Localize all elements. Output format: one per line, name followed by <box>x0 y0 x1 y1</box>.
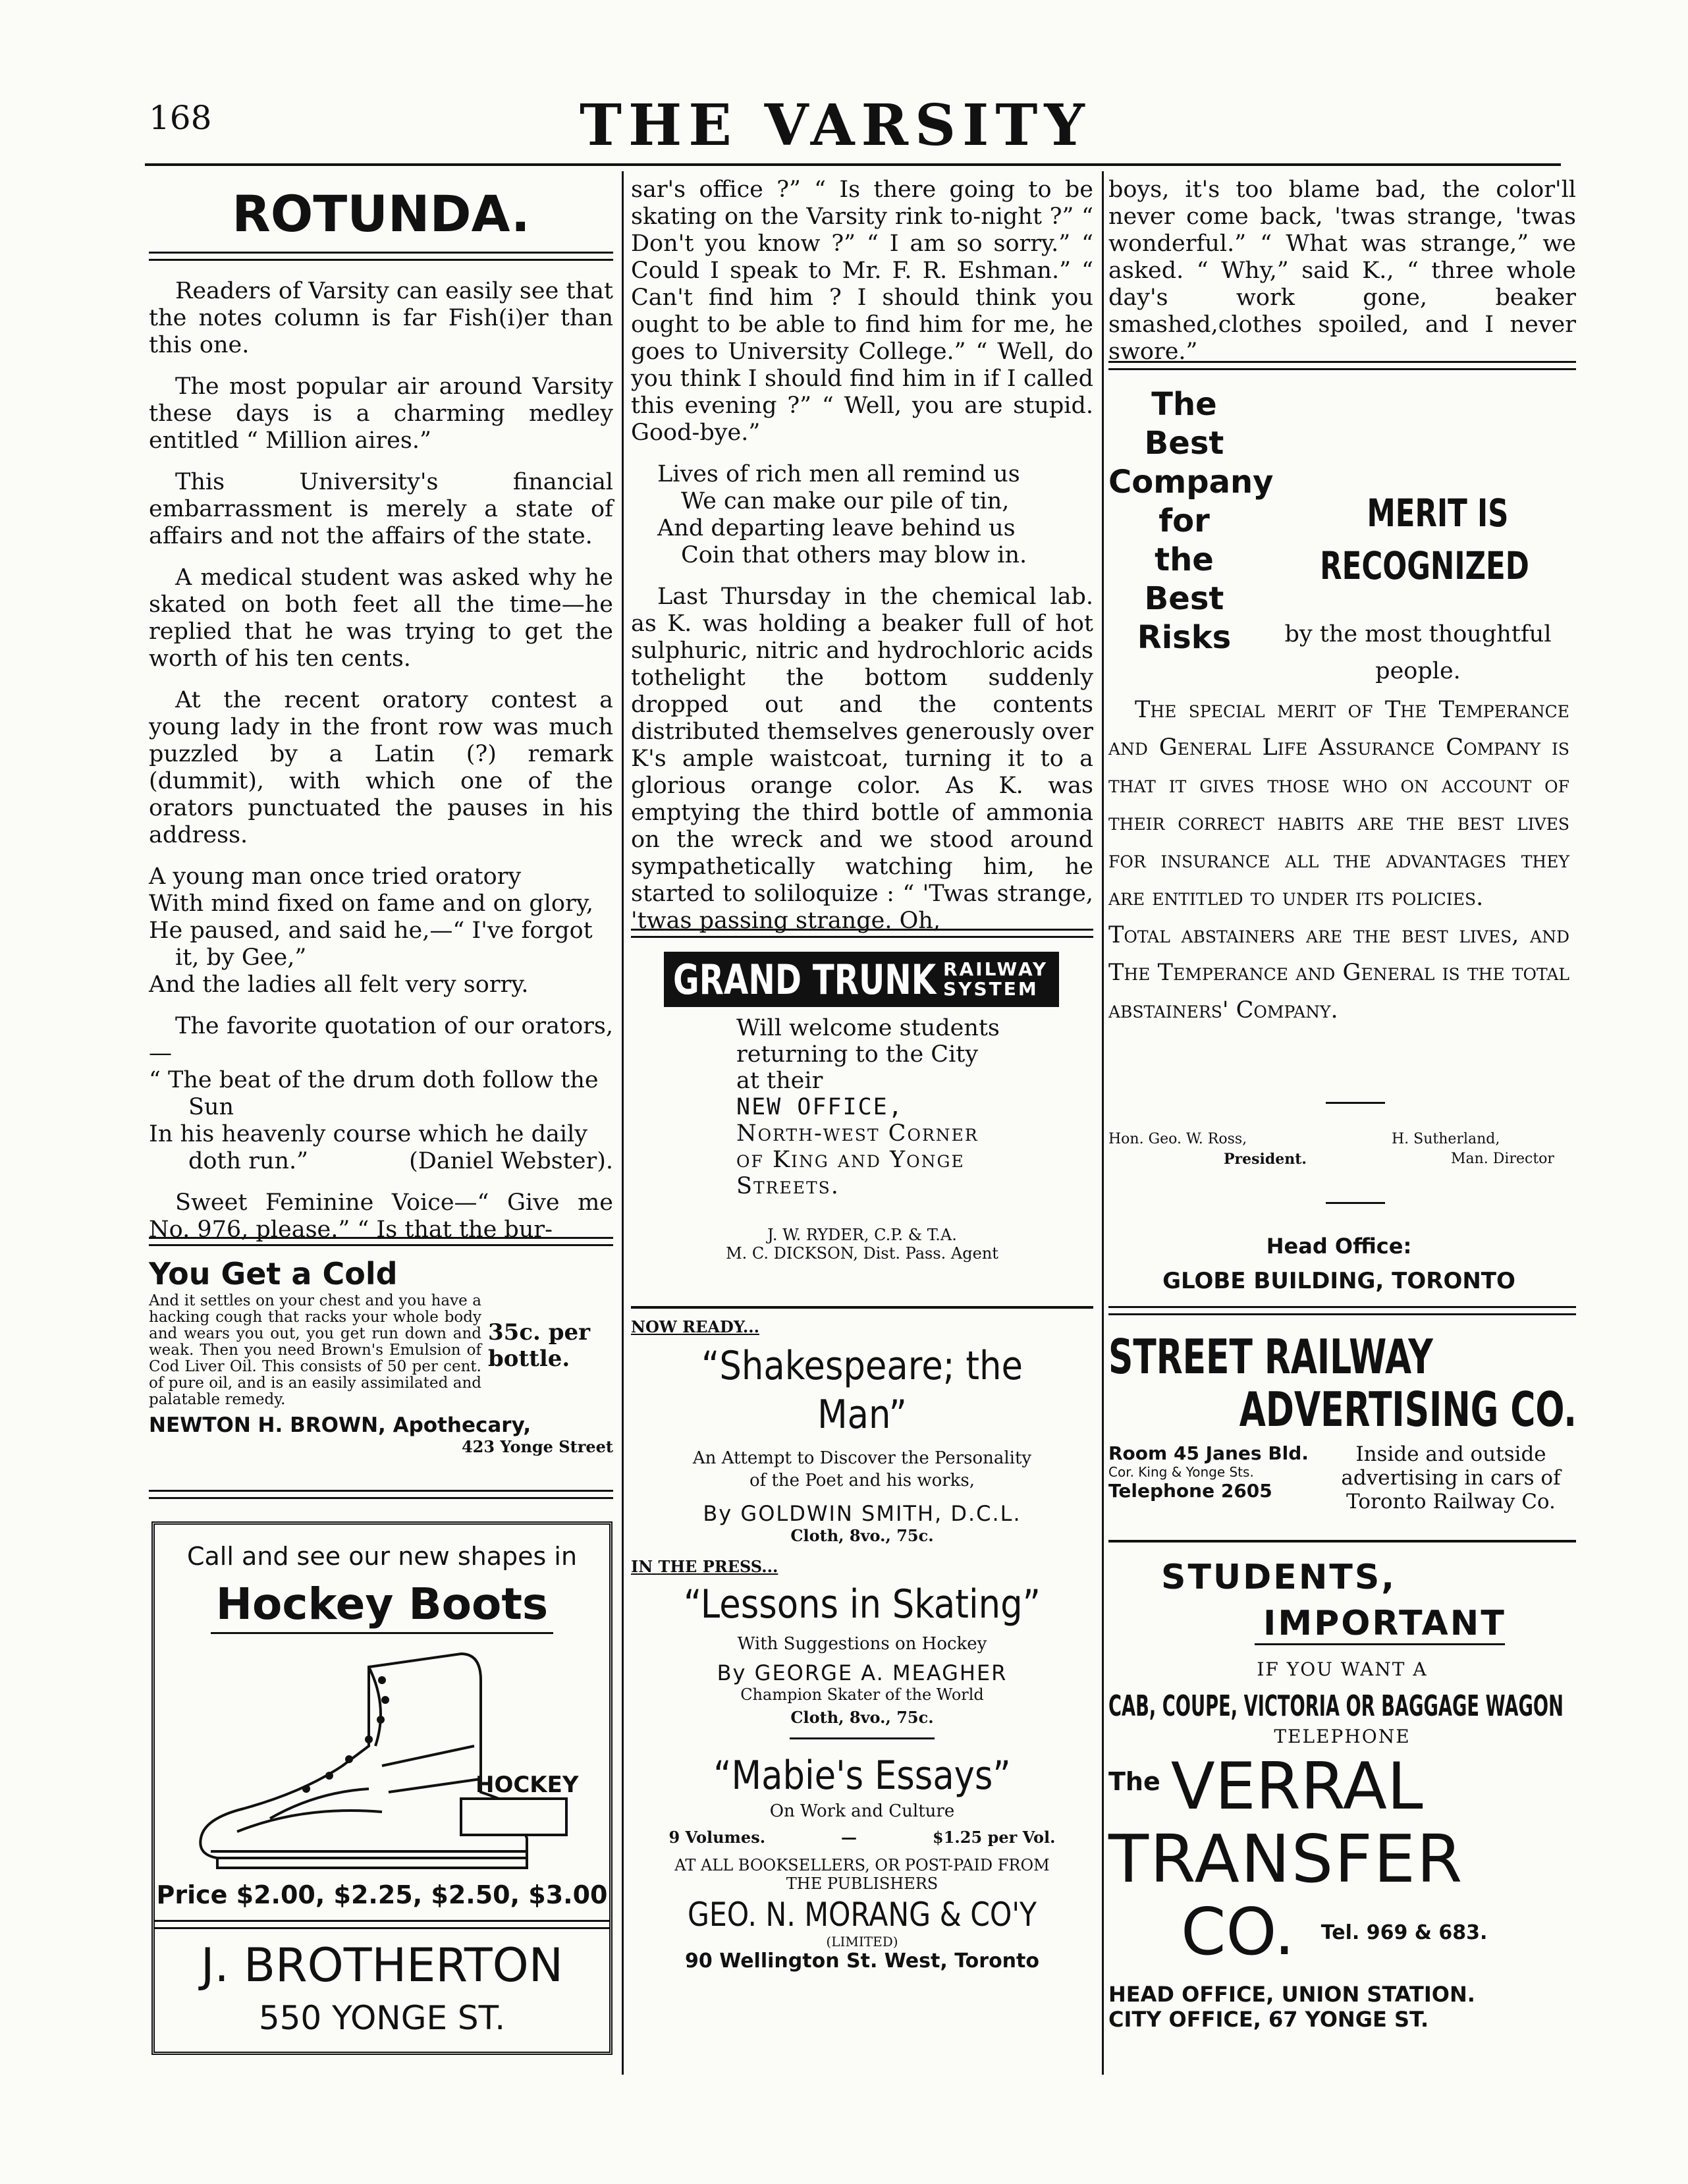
stack-word: Company <box>1108 464 1274 501</box>
book-author: By GOLDWIN SMITH, D.C.L. <box>703 1501 1021 1526</box>
book-price: Cloth, 8vo., 75c. <box>790 1526 934 1545</box>
column-paragraph: Last Thursday in the chemical lab. as K. was holding a beaker full of hot sulphuric, nitric and hydrochloric acids tothelight the bottom suddenly dropped out and the contents distributed themselves generously over K's ample waistcoat, turning it to a glorious orange color. As K. was emptying the third bottle of ammonia on the wreck and we stood around sympathetically watching him, he started to soliloquize : “ 'Twas strange, 'twas passing strange. Oh, <box>631 584 1093 934</box>
street-corner: Cor. King & Yonge Sts. <box>1108 1464 1254 1480</box>
double-rule <box>631 929 1093 938</box>
head-office-address: GLOBE BUILDING, TORONTO <box>1162 1268 1515 1294</box>
vehicle-list: CAB, COUPE, VICTORIA OR BAGGAGE WAGON <box>1108 1689 1564 1723</box>
co-name: CO. <box>1181 1895 1295 1970</box>
publisher-address: 90 Wellington St. West, Toronto <box>685 1950 1039 1973</box>
column-paragraph: boys, it's too blame bad, the color'll never come back, 'twas strange, 'twas wonderful.” “ What was strange,” we asked. “ Why,” said K., “ three whole day's work gone, beaker smashed,clothes spoiled, and I never swore.” <box>1108 177 1576 365</box>
rotunda-paragraph: A medical student was asked why he skated on both feet all the time—he replied that he was trying to get the worth of his ten cents. <box>149 564 613 672</box>
thoughtful-line: by the most thoughtful people. <box>1284 621 1552 684</box>
rotunda-paragraph: The most popular air around Varsity these days is a charming medley entitled “ Million aires.” <box>149 373 613 454</box>
merit-heading: MERIT IS <box>1367 491 1509 535</box>
book-author: By GEORGE A. MEAGHER <box>717 1660 1008 1685</box>
ad-merchant-name: J. BROTHERTON <box>200 1938 564 1992</box>
quotation-verse <box>149 1067 613 1175</box>
verse-line: We can make our pile of tin, <box>681 488 1010 514</box>
rotunda-continued <box>1108 177 1576 380</box>
temperance-body <box>1108 692 1569 1029</box>
book-volumes: 9 Volumes. <box>668 1828 766 1847</box>
sellers-line: AT ALL BOOKSELLERS, OR POST-PAID FROM <box>674 1856 1050 1874</box>
section-rule <box>1108 1540 1576 1542</box>
in-press-label: IN THE PRESS... <box>631 1557 778 1576</box>
verral-city-office: CITY OFFICE, 67 YONGE ST. <box>1108 2007 1429 2032</box>
section-rule <box>631 1306 1093 1309</box>
stack-word: The <box>1151 386 1217 423</box>
book-author-subtitle: Champion Skater of the World <box>740 1685 984 1704</box>
the-label: The <box>1108 1767 1160 1796</box>
merit-heading: RECOGNIZED <box>1320 543 1529 588</box>
logo-sub-line: RAILWAY <box>943 958 1048 980</box>
rotunda-paragraph: Readers of Varsity can easily see that the notes column is far Fish(i)er than this one. <box>149 278 613 358</box>
gtr-line: at their <box>736 1068 823 1094</box>
gtr-line: NEW OFFICE, <box>736 1094 904 1120</box>
rotunda-title: ROTUNDA. <box>232 184 530 243</box>
ad-grand-trunk <box>631 952 1093 1263</box>
verse-line: And departing leave behind us <box>657 515 1016 541</box>
stack-word: Best <box>1144 425 1224 462</box>
double-rule <box>1108 1306 1576 1315</box>
verse-line: it, by Gee,” <box>175 944 307 971</box>
book-volumes-row <box>631 1828 1093 1847</box>
gtr-agent: J. W. RYDER, C.P. & T.A. <box>767 1226 957 1244</box>
now-ready-label: NOW READY... <box>631 1317 759 1336</box>
transfer-name: TRANSFER <box>1108 1820 1464 1897</box>
column-divider <box>1102 171 1104 2075</box>
important-rule <box>1255 1643 1505 1645</box>
double-rule <box>149 252 613 261</box>
publisher-limited: (LIMITED) <box>826 1934 898 1950</box>
stack-word: Risks <box>1137 619 1232 656</box>
header-rule <box>145 163 1561 166</box>
masthead-title: THE VARSITY <box>580 92 1091 159</box>
ad-street-railway <box>1108 1330 1576 1514</box>
verse-line: Coin that others may blow in. <box>681 542 1027 568</box>
gtr-line: Streets. <box>736 1173 840 1199</box>
logo-sub <box>943 960 1048 999</box>
verse-text: doth run.” <box>188 1148 309 1174</box>
students-heading: STUDENTS, <box>1161 1558 1397 1597</box>
stack-word: the <box>1155 541 1214 578</box>
street-desc: Inside and outside advertising in cars of Toronto Railway Co. <box>1341 1442 1561 1514</box>
ad-browns-emulsion <box>149 1255 613 1456</box>
column-paragraph: sar's office ?” “ Is there going to be skating on the Varsity rink to-night ?” “ Don't you know ?” “ I am so sorry.” “ Could I speak to Mr. F. R. Eshman.” “ Can't find him ? I should think you ought to be able to find him for me, he goes to University College.” “ Well, do you think I should find him in if I called this evening ?” “ Well, you are stupid. Good-bye.” <box>631 177 1093 446</box>
verse-line <box>149 1148 613 1175</box>
rotunda-paragraph: At the recent oratory contest a young lady in the front row was much puzzled by a Latin (?) remark (dummit), with which one of the orators punctuated the pauses in his address. <box>149 687 613 848</box>
best-risks-stack <box>1108 385 1274 657</box>
ad-title: STREET RAILWAY <box>1108 1329 1433 1384</box>
gtr-body <box>736 1015 1093 1199</box>
verse-line: In his heavenly course which he daily <box>149 1121 588 1147</box>
rotunda-column <box>149 178 613 1258</box>
officer-name: Hon. Geo. W. Ross, <box>1108 1131 1247 1147</box>
double-rule <box>149 1490 613 1499</box>
officer-title: Man. Director <box>1451 1151 1554 1167</box>
ad-seller: NEWTON H. BROWN, Apothecary, <box>149 1413 531 1437</box>
double-rule <box>1108 361 1576 370</box>
verse-line: And the ladies all felt very sorry. <box>149 971 529 998</box>
book-price: Cloth, 8vo., 75c. <box>790 1708 934 1727</box>
book-title: “Mabie's Essays” <box>713 1753 1011 1799</box>
book-subtitle: On Work and Culture <box>769 1801 955 1821</box>
verral-line <box>1108 1751 1576 1822</box>
poem <box>657 461 1093 569</box>
rotunda-continued <box>631 177 1093 949</box>
logo-title: GRAND TRUNK <box>673 955 937 1004</box>
boot-label: HOCKEY <box>476 1772 579 1798</box>
limerick <box>149 863 613 998</box>
book-subtitle: With Suggestions on Hockey <box>737 1634 987 1654</box>
title-rule <box>211 1632 553 1634</box>
telephone-label: TELEPHONE <box>1274 1726 1411 1747</box>
ad-title: ADVERTISING CO. <box>1239 1382 1577 1437</box>
gtr-agent: M. C. DICKSON, Dist. Pass. Agent <box>726 1244 998 1263</box>
verse-line: Sun <box>188 1094 234 1120</box>
hockey-boot-illustration <box>171 1641 593 1878</box>
rotunda-paragraph: The favorite quotation of our orators,— <box>149 1013 613 1066</box>
book-title: “Shakespeare; the Man” <box>701 1343 1023 1438</box>
verse-line: Lives of rich men all remind us <box>657 461 1020 487</box>
ad-body: And it settles on your chest and you have a hacking cough that racks your whole body and wears you out, you get run down and weak. Then you need Brown's Emulsion of Cod Liver Oil. This consists of 50 per cent. of pure oil, and is an easily assimilated and palatable remedy. <box>149 1292 481 1408</box>
important-heading: IMPORTANT <box>1263 1604 1506 1643</box>
rotunda-paragraph: This University's financial embarrassment is merely a state of affairs and not the affairs of the state. <box>149 469 613 549</box>
sellers-line: THE PUBLISHERS <box>786 1874 939 1893</box>
publisher-name: GEO. N. MORANG & CO'Y <box>687 1896 1037 1934</box>
stack-word: Best <box>1144 580 1224 617</box>
verse-line: A young man once tried oratory <box>149 863 522 890</box>
double-rule <box>149 1237 613 1246</box>
ad-hockey-boots <box>151 1521 613 2055</box>
ad-verral-transfer <box>1108 1558 1576 2032</box>
short-rule <box>1326 1202 1385 1204</box>
verral-head-office: HEAD OFFICE, UNION STATION. <box>1108 1982 1475 2007</box>
street-telephone: Telephone 2605 <box>1108 1480 1272 1502</box>
verse-line: He paused, and said he,—“ I've forgot <box>149 917 593 944</box>
book-price: $1.25 per Vol. <box>933 1828 1056 1847</box>
verse-line: “ The beat of the drum doth follow the <box>149 1067 599 1093</box>
ad-body-row <box>149 1293 613 1408</box>
ad-books <box>631 1317 1093 1973</box>
verral-name: VERRAL <box>1170 1749 1423 1824</box>
book-dash: — <box>841 1828 858 1847</box>
temperance-paragraph: Total abstainers are the best lives, and The Temperance and General is the total abstainers' Company. <box>1108 922 1569 1024</box>
short-rule <box>1326 1102 1385 1104</box>
gtr-line: returning to the City <box>736 1041 979 1068</box>
temperance-paragraph: The special merit of The Temperance and General Life Assurance Company is that it gives those who on account of their correct habits are the best lives for insurance all the advantages they are entitled to under its policies. <box>1108 697 1569 911</box>
rotunda-paragraph: Sweet Feminine Voice—“ Give me No. 976, please.” “ Is that the bur- <box>149 1189 613 1243</box>
ad-prices: Price $2.00, $2.25, $2.50, $3.00 <box>156 1880 608 1909</box>
officer-title: President. <box>1224 1151 1307 1168</box>
book-subtitle: An Attempt to Discover the Personality <box>692 1448 1032 1468</box>
book-subtitle: of the Poet and his works, <box>749 1471 975 1490</box>
divider-rule <box>790 1737 935 1739</box>
page-number: 168 <box>149 99 212 137</box>
column-divider <box>622 171 624 2075</box>
ad-merchant-address: 550 YONGE ST. <box>258 1999 506 2037</box>
stack-word: for <box>1158 503 1210 539</box>
street-details <box>1108 1442 1576 1514</box>
co-line <box>1108 1896 1576 1969</box>
if-you-want: IF YOU WANT A <box>1257 1658 1428 1680</box>
gtr-line: Will welcome students <box>736 1015 1000 1041</box>
gtr-line: North-west Corner <box>736 1120 979 1147</box>
verral-telephone: Tel. 969 & 683. <box>1320 1921 1488 1944</box>
quote-attribution: (Daniel Webster). <box>409 1148 613 1174</box>
gtr-line: of King and Yonge <box>736 1147 965 1173</box>
ad-title: Hockey Boots <box>215 1579 549 1629</box>
street-room: Room 45 Janes Bld. <box>1108 1442 1309 1464</box>
ad-title: You Get a Cold <box>149 1256 398 1292</box>
head-office-label: Head Office: <box>1266 1234 1412 1259</box>
book-title: “Lessons in Skating” <box>684 1581 1041 1627</box>
ad-price: 35c. per bottle. <box>488 1319 591 1372</box>
grand-trunk-logo <box>664 952 1059 1007</box>
ad-intro: Call and see our new shapes in <box>186 1542 578 1571</box>
street-contact <box>1108 1442 1326 1514</box>
ad-address: 423 Yonge Street <box>461 1437 613 1456</box>
logo-sub-line: SYSTEM <box>943 978 1039 1000</box>
double-rule <box>155 1920 609 1929</box>
verse-line: With mind fixed on fame and on glory, <box>149 890 593 917</box>
officer-name: H. Sutherland, <box>1392 1131 1500 1147</box>
